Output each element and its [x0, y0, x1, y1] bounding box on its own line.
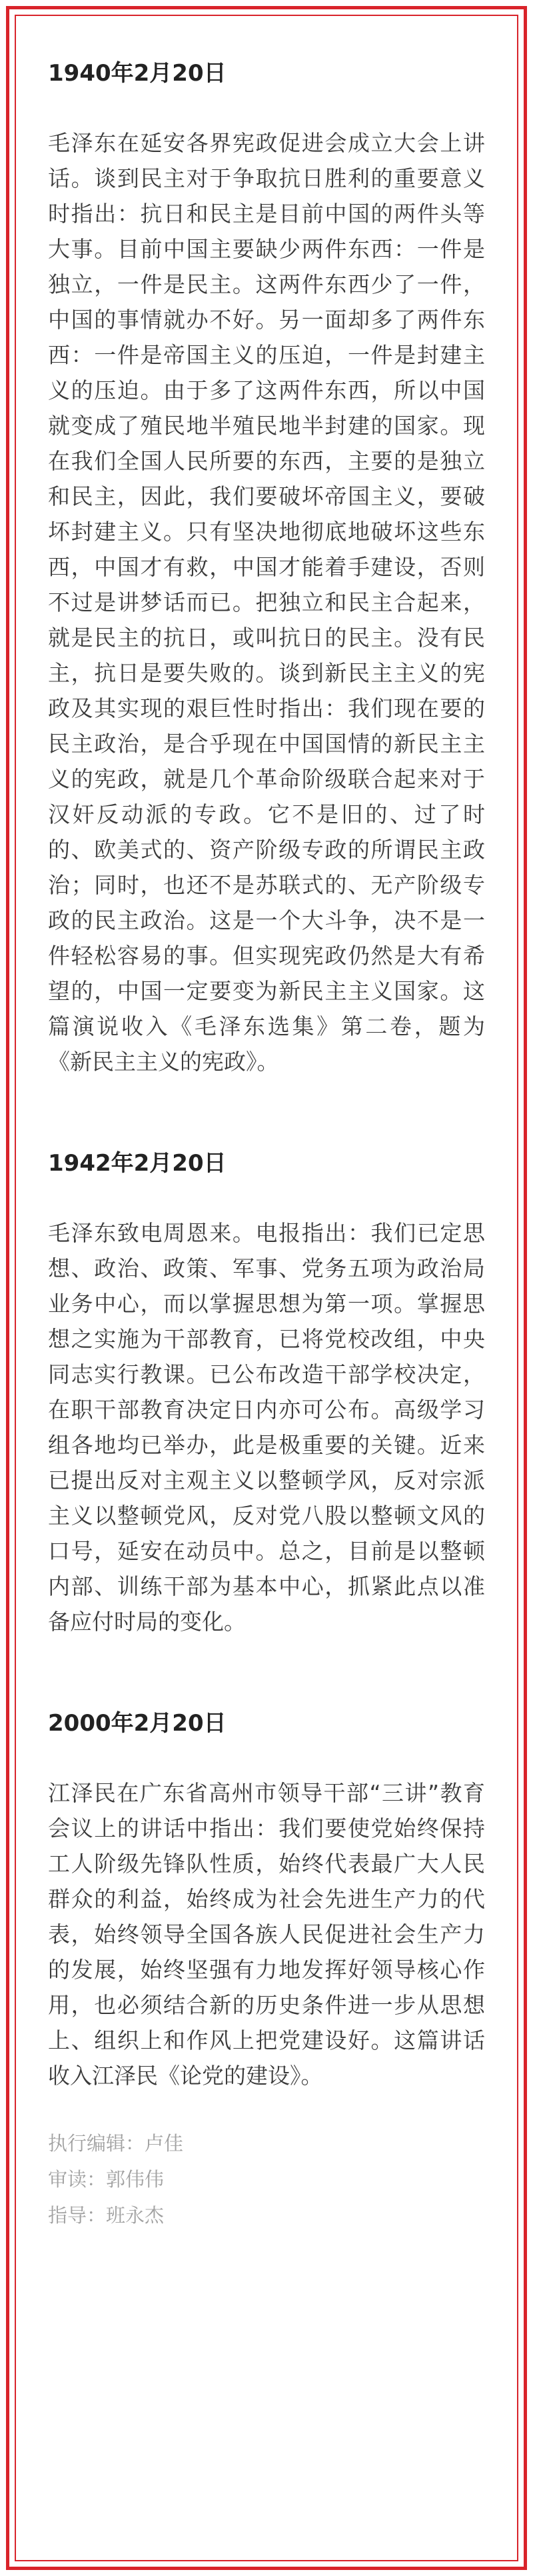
- credit-supervisor: 指导：班永杰: [48, 2204, 165, 2227]
- entry-date: 1940年2月20日: [48, 60, 227, 87]
- article-content: [48, 59, 485, 2233]
- entry-text: 江泽民在广东省高州市领导干部“三讲”教育会议上的讲话中指出：我们要使党始终保持工人阶级先锋队性质，始终代表最广大人民群众的利益，始终成为社会先进生产力的代表，始终领导全国各族人民促进社会生产力的发展，始终坚强有力地发挥好领导核心作用，也必须结合新的历史条件进一步从思想上、组织上和作风上把党建设好。这篇讲话收入江泽民《论党的建设》。: [48, 1780, 485, 2089]
- history-entry-1942: [48, 1149, 485, 1639]
- editorial-credits: [48, 2125, 485, 2233]
- history-entry-1940: [48, 59, 485, 1079]
- credit-editor: 执行编辑：卢佳: [48, 2132, 184, 2155]
- entry-date: 1942年2月20日: [48, 1150, 227, 1177]
- credit-reviewer: 审读：郭伟伟: [48, 2168, 165, 2191]
- entry-text: 毛泽东致电周恩来。电报指出：我们已定思想、政治、政策、军事、党务五项为政治局业务中心，而以掌握思想为第一项。掌握思想之实施为干部教育，已将党校改组，中央同志实行教课。已公布改造干部学校决定，在职干部教育决定日内亦可公布。高级学习组各地均已举办，此是极重要的关键。近来已提出反对主观主义以整顿学风，反对宗派主义以整顿党风，反对党八股以整顿文风的口号，延安在动员中。总之，目前是以整顿内部、训练干部为基本中心，抓紧此点以准备应付时局的变化。: [48, 1220, 485, 1635]
- history-entry-2000: [48, 1709, 485, 2093]
- entry-text: 毛泽东在延安各界宪政促进会成立大会上讲话。谈到民主对于争取抗日胜利的重要意义时指出：抗日和民主是目前中国的两件头等大事。目前中国主要缺少两件东西：一件是独立，一件是民主。这两件东西少了一件，中国的事情就办不好。另一面却多了两件东西：一件是帝国主义的压迫，一件是封建主义的压迫。由于多了这两件东西，所以中国就变成了殖民地半殖民地半封建的国家。现在我们全国人民所要的东西，主要的是独立和民主，因此，我们要破坏帝国主义，要破坏封建主义。只有坚决地彻底地破坏这些东西，中国才有救，中国才能着手建设，否则不过是讲梦话而已。把独立和民主合起来，就是民主的抗日，或叫抗日的民主。没有民主，抗日是要失败的。谈到新民主主义的宪政及其实现的艰巨性时指出：我们现在要的民主政治，是合乎现在中国国情的新民主主义的宪政，就是几个革命阶级联合起来对于汉奸反动派的专政。它不是旧的、过了时的、欧美式的、资产阶级专政的所谓民主政治；同时，也还不是苏联式的、无产阶级专政的民主政治。这是一个大斗争，决不是一件轻松容易的事。但实现宪政仍然是大有希望的，中国一定要变为新民主主义国家。这篇演说收入《毛泽东选集》第二卷，题为《新民主主义的宪政》。: [48, 130, 485, 1075]
- entry-date: 2000年2月20日: [48, 1710, 227, 1737]
